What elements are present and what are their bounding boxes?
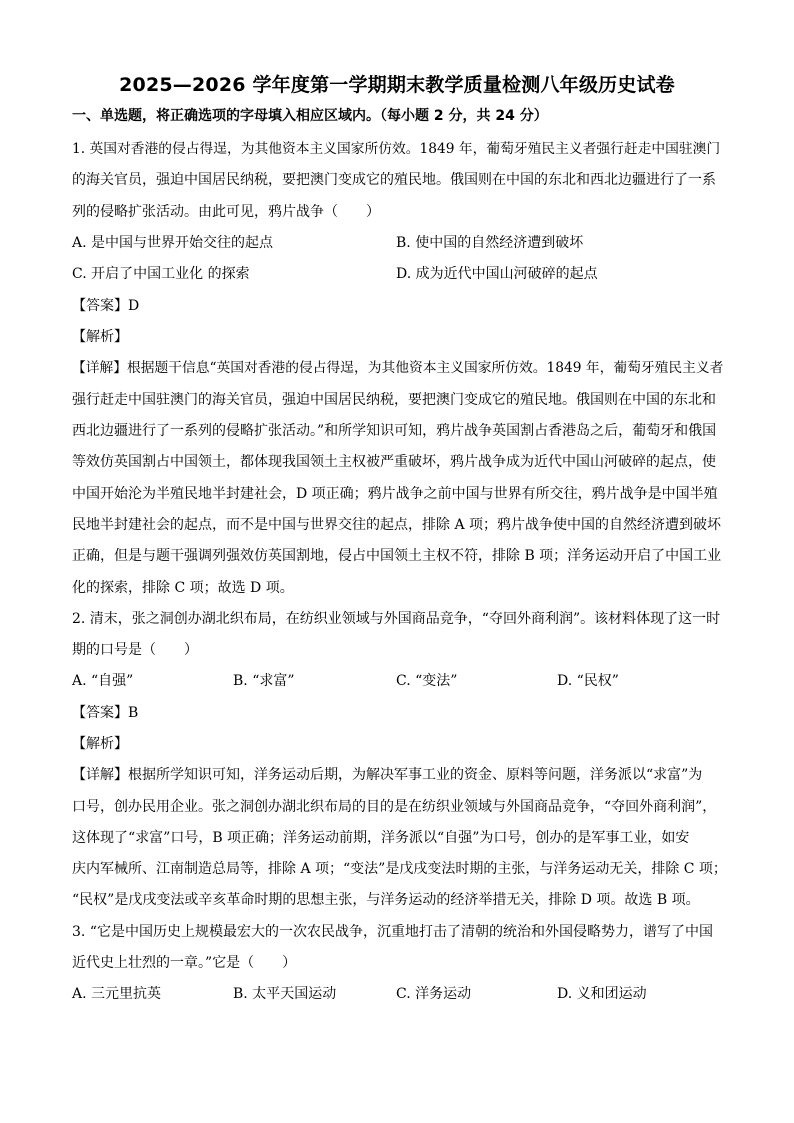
q1-detail-line-7: 正确，但是与题干强调列强效仿英国割地，侵占中国领土主权不符，排除 B 项；洋务运动开启了中国工业 <box>72 548 722 564</box>
q2-stem-line-1: 2. 清末，张之洞创办湖北织布局，在纺织业领域与外国商品竞争，“夺回外商利润”。该材料体现了这一时 <box>72 611 721 627</box>
section-heading: 一、单选题，将正确选项的字母填入相应区域内。（每小题 2 分，共 24 分） <box>72 108 548 124</box>
q1-stem-line-1: 1. 英国对香港的侵占得逞，为其他资本主义国家所仿效。1849 年，葡萄牙殖民主义者强行赶走中国驻澳门 <box>72 141 721 157</box>
q1-option-c: C. 开启了中国工业化 的探索 <box>72 266 250 282</box>
q2-option-d: D. “民权” <box>557 673 619 689</box>
q2-stem-line-2: 期的口号是（ ） <box>72 642 198 658</box>
q1-analysis-label: 【解析】 <box>72 329 128 345</box>
q1-option-b: B. 使中国的自然经济遭到破坏 <box>396 235 584 251</box>
q3-option-c: C. 洋务运动 <box>396 986 472 1002</box>
q2-answer: 【答案】B <box>72 705 139 721</box>
q1-detail-line-5: 中国开始沦为半殖民地半封建社会，D 项正确；鸦片战争之前中国与世界有所交往，鸦片战争是中国半殖 <box>72 486 718 502</box>
q1-detail-line-8: 化的探索，排除 C 项；故选 D 项。 <box>72 580 294 596</box>
q1-option-d: D. 成为近代中国山河破碎的起点 <box>396 266 598 282</box>
q2-option-a: A. “自强” <box>72 673 134 689</box>
q2-detail-line-5: “民权”是戊戌变法或辛亥革命时期的思想主张，与洋务运动的经济举措无关，排除 D 项。故选 B 项。 <box>72 892 700 908</box>
q2-option-b: B. “求富” <box>233 673 295 689</box>
q2-detail-line-4: 庆内军械所、江南制造总局等，排除 A 项；“变法”是戊戌变法时期的主张，与洋务运动无关，排除 C 项； <box>72 861 727 877</box>
q3-stem-line-2: 近代史上壮烈的一章。”它是（ ） <box>72 955 297 971</box>
q3-option-a: A. 三元里抗英 <box>72 986 162 1002</box>
q2-detail-line-3: 这体现了“求富”口号，B 项正确；洋务运动前期，洋务派以“自强”为口号，创办的是军事工业，如安 <box>72 830 690 846</box>
q3-option-d: D. 义和团运动 <box>557 986 647 1002</box>
q2-analysis-label: 【解析】 <box>72 736 128 752</box>
q1-stem-line-2: 的海关官员，强迫中国居民纳税，要把澳门变成它的殖民地。俄国则在中国的东北和西北边疆进行了一系 <box>72 172 716 188</box>
q1-detail-line-3: 西北边疆进行了一系列的侵略扩张活动。”和所学知识可知，鸦片战争英国割占香港岛之后，葡萄牙和俄国 <box>72 423 717 439</box>
q1-detail-line-4: 等效仿英国割占中国领土，都体现我国领土主权被严重破坏，鸦片战争成为近代中国山河破碎的起点，使 <box>72 454 716 470</box>
q3-stem-line-1: 3. “它是中国历史上规模最宏大的一次农民战争，沉重地打击了清朝的统治和外国侵略势力，谱写了中国 <box>72 924 713 940</box>
q1-detail-line-6: 民地半封建社会的起点，而不是中国与世界交往的起点，排除 A 项；鸦片战争使中国的自然经济遭到破坏 <box>72 517 722 533</box>
exam-title: 2025—2026 学年度第一学期期末教学质量检测八年级历史试卷 <box>119 74 675 96</box>
q2-option-c: C. “变法” <box>396 673 458 689</box>
q2-detail-line-2: 口号，创办民用企业。张之洞创办湖北织布局的目的是在纺织业领域与外国商品竞争，“夺回外商利润”， <box>72 799 717 815</box>
q3-option-b: B. 太平天国运动 <box>233 986 337 1002</box>
q1-stem-line-3: 列的侵略扩张活动。由此可见，鸦片战争（ ） <box>72 204 380 220</box>
q1-option-a: A. 是中国与世界开始交往的起点 <box>72 235 274 251</box>
q1-detail-line-1: 【详解】根据题干信息“英国对香港的侵占得逞，为其他资本主义国家所仿效。1849 年，葡萄牙殖民主义者 <box>72 360 724 376</box>
q2-detail-line-1: 【详解】根据所学知识可知，洋务运动后期，为解决军事工业的资金、原料等问题，洋务派以“求富”为 <box>72 767 703 783</box>
q1-answer: 【答案】D <box>72 298 140 314</box>
q1-detail-line-2: 强行赶走中国驻澳门的海关官员，强迫中国居民纳税，要把澳门变成它的殖民地。俄国则在中国的东北和 <box>72 392 716 408</box>
